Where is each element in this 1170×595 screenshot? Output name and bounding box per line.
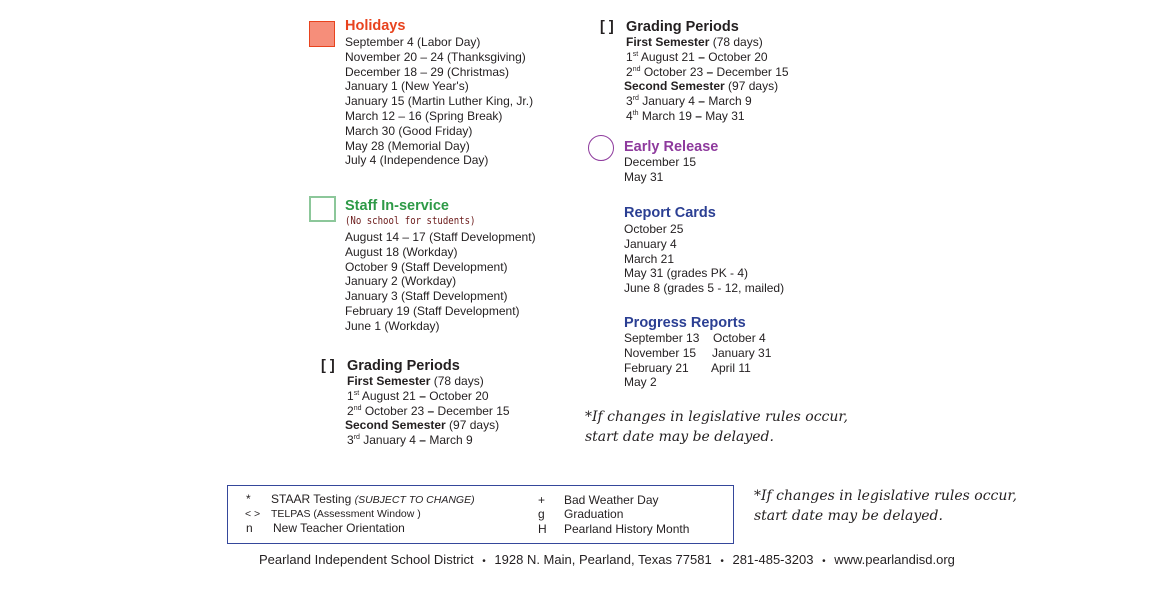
list-item: May 31 (grades PK - 4)	[624, 266, 749, 281]
list-item: March 30 (Good Friday)	[345, 123, 473, 138]
staff-inservice-note: (No school for students)	[345, 215, 476, 227]
list-item: 1st August 21 – October 20	[626, 49, 768, 64]
staar-label: STAAR Testing (SUBJECT TO CHANGE)	[271, 492, 475, 506]
list-item: October 9 (Staff Development)	[345, 259, 508, 274]
grading-bracket-icon: [ ]	[600, 19, 614, 35]
list-item: January 1 (New Year's)	[345, 79, 469, 94]
progress-reports-col2	[713, 331, 771, 375]
list-item: 1st August 21 – October 20	[347, 388, 489, 403]
footer-separator: •	[720, 556, 724, 567]
list-item: August 14 – 17 (Staff Development)	[345, 230, 536, 244]
holidays-swatch-icon	[309, 21, 335, 47]
list-item: January 31	[712, 345, 772, 360]
list-item: January 4	[624, 236, 677, 251]
legend-box	[227, 485, 734, 544]
list-item: 4th March 19 – May 31	[626, 108, 745, 123]
grading-bracket-icon: [ ]	[321, 358, 335, 374]
list-item: March 21	[624, 251, 675, 266]
list-item: October 4	[713, 331, 766, 345]
list-item: February 21	[624, 360, 689, 375]
list-item: December 18 – 29 (Christmas)	[345, 64, 510, 79]
list-item: 3rd January 4 – March 9	[626, 94, 752, 109]
grading-periods-list	[626, 35, 789, 124]
list-item: January 3 (Staff Development)	[345, 289, 508, 304]
list-item: July 4 (Independence Day)	[345, 153, 489, 168]
bad-weather-label: Bad Weather Day	[564, 493, 659, 507]
list-item: May 2	[624, 375, 657, 390]
grading-periods-list	[347, 374, 510, 448]
history-month-label: Pearland History Month	[564, 522, 690, 536]
footer-phone: 281-485-3203	[732, 552, 814, 567]
staff-inservice-swatch-icon	[309, 196, 336, 222]
list-item: November 15	[624, 345, 697, 360]
early-release-circle-icon	[588, 135, 614, 161]
legislative-note: *If changes in legislative rules occur, start date may be delayed.	[754, 488, 1018, 524]
graduation-label: Graduation	[564, 507, 624, 521]
list-item: 2nd October 23 – December 15	[347, 403, 510, 418]
list-item: Second Semester (97 days)	[345, 418, 500, 433]
telpas-label: TELPAS (Assessment Window )	[271, 508, 421, 520]
footer-separator: •	[482, 556, 486, 567]
footer-address: 1928 N. Main, Pearland, Texas 77581	[494, 552, 712, 567]
list-item: March 12 – 16 (Spring Break)	[345, 108, 503, 123]
list-item: September 13	[624, 331, 700, 345]
graduation-symbol: g	[538, 507, 545, 521]
telpas-symbol: < >	[245, 508, 261, 520]
early-release-title: Early Release	[624, 139, 719, 155]
list-item: June 8 (grades 5 - 12, mailed)	[624, 281, 785, 296]
list-item: Second Semester (97 days)	[624, 79, 779, 94]
bad-weather-symbol: +	[538, 493, 546, 507]
list-item: April 11	[711, 360, 751, 375]
report-cards-list	[624, 222, 784, 296]
footer-district: Pearland Independent School District	[259, 552, 474, 567]
list-item: November 20 – 24 (Thanksgiving)	[345, 49, 526, 64]
list-item: October 25	[624, 222, 684, 236]
list-item: September 4 (Labor Day)	[345, 35, 481, 49]
orientation-label: New Teacher Orientation	[273, 521, 405, 535]
progress-reports-title: Progress Reports	[624, 315, 746, 331]
history-month-symbol: H	[538, 522, 547, 536]
list-item: January 15 (Martin Luther King, Jr.)	[345, 94, 534, 109]
list-item: 2nd October 23 – December 15	[626, 64, 789, 79]
orientation-symbol: n	[246, 521, 253, 535]
holidays-title: Holidays	[345, 18, 406, 34]
list-item: January 2 (Workday)	[345, 274, 457, 289]
staff-inservice-title: Staff In-service	[345, 198, 449, 214]
staff-inservice-list	[345, 230, 536, 334]
footer-separator: •	[822, 556, 826, 567]
list-item: May 28 (Memorial Day)	[345, 138, 470, 153]
list-item: 3rd January 4 – March 9	[347, 433, 473, 448]
footer-website-link[interactable]: www.pearlandisd.org	[834, 552, 955, 567]
legislative-note: *If changes in legislative rules occur, start date may be delayed.	[585, 409, 849, 445]
footer	[259, 552, 955, 567]
list-item: August 18 (Workday)	[345, 244, 458, 259]
staar-symbol: *	[246, 492, 251, 506]
holidays-list	[345, 35, 533, 168]
progress-reports-col1	[624, 331, 699, 390]
list-item: December 15	[624, 155, 697, 169]
early-release-list	[624, 155, 696, 185]
grading-periods-title: Grading Periods	[347, 358, 460, 374]
list-item: May 31	[624, 169, 664, 184]
grading-periods-title: Grading Periods	[626, 19, 739, 35]
list-item: June 1 (Workday)	[345, 318, 440, 333]
list-item: February 19 (Staff Development)	[345, 303, 520, 318]
list-item: First Semester (78 days)	[347, 374, 484, 388]
report-cards-title: Report Cards	[624, 205, 716, 221]
list-item: First Semester (78 days)	[626, 35, 763, 49]
